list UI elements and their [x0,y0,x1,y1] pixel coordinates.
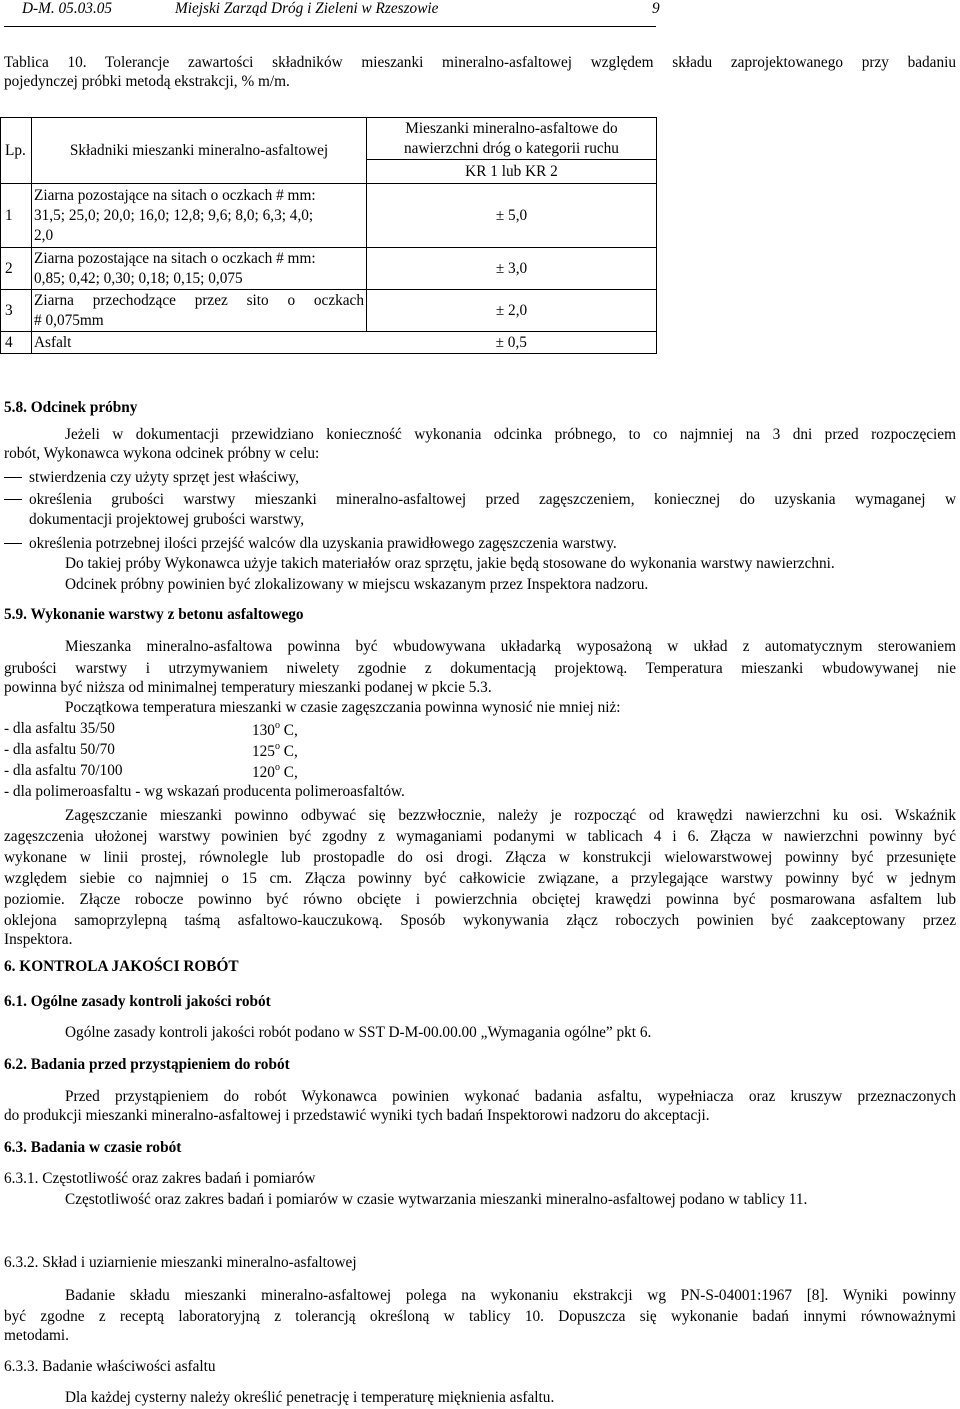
row-component-line2: 31,5; 25,0; 20,0; 16,0; 12,8; 9,6; 8,0; 6,3; 4,0; [34,206,314,224]
paragraph-line: oklejona samoprzylepną taśmą asfaltowo-kauczukową. Sposób wykonywania złącz roboczych powinien być zaakceptowany przez [4,912,956,929]
row-component-line1: Ziarna pozostające na sitach o oczkach # mm: [34,186,316,204]
temp-number: 120 [252,764,275,781]
row-lp: 4 [1,332,32,354]
table-caption-line2: pojedynczej próbki metodą ekstrakcji, % m/m. [4,73,290,90]
section-heading: 6.2. Badania przed przystąpieniem do robót [4,1056,290,1073]
header-values-line1: Mieszanki mineralno-asfaltowe do [405,119,618,137]
section-heading: 5.9. Wykonanie warstwy z betonu asfaltowego [4,606,304,623]
temp-suffix: C, [279,743,298,760]
temp-value [252,762,298,782]
page-number: 9 [652,0,660,17]
temp-number: 125 [252,743,275,760]
paragraph-line: Ogólne zasady kontroli jakości robót podano w SST D-M-00.00.00 „Wymagania ogólne” pkt 6. [65,1024,652,1041]
paragraph-line: zagęszczenia ułożonej warstwy powinien być zgodny z wymaganiami podanymi w tablicach 4 i 6. Złącza w nawierzchni powinny być [4,828,956,845]
table-header-row [1,118,657,160]
paragraph-line: robót, Wykonawca wykona odcinek próbny w celu: [4,445,320,462]
row-value: ± 5,0 [367,184,657,248]
row-lp: 1 [1,184,32,248]
header-component: Składniki mieszanki mineralno-asfaltowej [32,118,367,184]
paragraph-line: Przed przystąpieniem do robót Wykonawca powinien wykonać badania asfaltu, wypełniacza oraz kruszyw przeznaczonych [65,1088,956,1105]
temp-number: 130 [252,722,275,739]
row-component [32,248,367,290]
degree-mark: o [274,720,280,731]
row-component-line2: # 0,075mm [34,311,104,329]
temp-label: - dla asfaltu 70/100 [4,762,123,779]
row-component-line1: Ziarna przechodzące przez sito o oczkach [34,291,364,309]
temp-suffix: C, [279,764,298,781]
table-caption-line1: Tablica 10. Tolerancje zawartości składników mieszanki mineralno-asfaltowej względem składu zaprojektowanego przy badaniu [4,54,956,71]
paragraph-line: Mieszanka mineralno-asfaltowa powinna być wbudowywana układarką wyposażoną w układ z automatycznym sterowaniem [65,638,956,655]
list-item-text: stwierdzenia czy użyty sprzęt jest właściwy, [29,469,300,486]
temp-label: - dla asfaltu 50/70 [4,741,115,758]
table-row [1,332,657,354]
table-row [1,248,657,290]
section-heading: 6.3. Badania w czasie robót [4,1139,182,1156]
section-heading: 5.8. Odcinek próbny [4,399,138,416]
paragraph-line: metodami. [4,1327,69,1344]
row-component-line1: Ziarna pozostające na sitach o oczkach # mm: [34,249,316,267]
row-component: Asfalt [32,332,367,354]
table-row [1,184,657,248]
degree-mark: o [274,741,280,752]
subsection-heading: 6.3.3. Badanie właściwości asfaltu [4,1358,216,1375]
paragraph-line: wykonane w linii prostej, równolegle lub prostopadle do osi drogi. Złącza w konstrukcji wielowarstwowej powinny być przesunięte [4,849,956,866]
header-values [367,118,657,160]
list-item [0,467,960,488]
paragraph-line: Zagęszczanie mieszanki powinno odbywać się bezzwłocznie, należy je rozpocząć od krawędzi nawierzchni ku osi. Wskaźnik [65,807,956,824]
paragraph-line: poziomie. Złącze robocze powinno być równo obcięte i powierzchnia obciętej krawędzi powinna być posmarowana asfaltem lub [4,891,956,908]
chapter-heading: 6. KONTROLA JAKOŚCI ROBÓT [4,958,239,975]
dash-marker [4,543,22,544]
header-lp: Lp. [1,118,32,184]
paragraph-line: Badanie składu mieszanki mineralno-asfaltowej polega na wykonaniu ekstrakcji wg PN-S-04001:1967 [8]. Wyniki powinny [65,1287,956,1304]
paragraph-line: Do takiej próby Wykonawca użyje takich materiałów oraz sprzętu, jakie będą stosowane do wykonania warstwy nawierzchni. [65,555,835,572]
paragraph-line: względem siebie co najmniej o 15 cm. Złącza powinny być całkowicie związane, a przylegające warstwy powinny być w jednym [4,870,956,887]
header-values-line2: nawierzchni dróg o kategorii ruchu [404,139,619,157]
subsection-heading: 6.3.1. Częstotliwość oraz zakres badań i pomiarów [4,1170,316,1187]
document-code: D-M. 05.03.05 [22,0,113,17]
row-component-line2: 0,85; 0,42; 0,30; 0,18; 0,15; 0,075 [34,269,243,287]
row-value: ± 3,0 [367,248,657,290]
paragraph-line: Częstotliwość oraz zakres badań i pomiarów w czasie wytwarzania mieszanki mineralno-asfaltowej podano w tablicy 11. [65,1191,808,1208]
list-item-text: określenia grubości warstwy mieszanki mineralno-asfaltowej przed zagęszczeniem, koniecznej do uzyskania wymaganej w [29,491,956,508]
subsection-heading: 6.3.2. Skład i uziarnienie mieszanki mineralno-asfaltowej [4,1254,357,1271]
paragraph-line: Odcinek próbny powinien być zlokalizowany w miejscu wskazanym przez Inspektora nadzoru. [65,576,649,593]
list-item [0,489,960,531]
row-component [32,184,367,248]
paragraph-line: Jeżeli w dokumentacji przewidziano konieczność wykonania odcinka próbnego, to co najmniej na 3 dni przed rozpoczęciem [65,426,956,443]
temp-label: - dla asfaltu 35/50 [4,720,115,737]
tolerance-table [0,117,657,354]
table-row [1,290,657,332]
section-heading: 6.1. Ogólne zasady kontroli jakości robót [4,993,271,1010]
row-value: ± 0,5 [367,332,657,354]
paragraph-line: Dla każdej cysterny należy określić penetrację i temperaturę mięknienia asfaltu. [65,1389,555,1406]
polymer-line: - dla polimeroasfaltu - wg wskazań producenta polimeroasfaltów. [4,783,405,800]
organization-name: Miejski Zarząd Dróg i Zieleni w Rzeszowie [175,0,439,17]
row-lp: 3 [1,290,32,332]
header-category: KR 1 lub KR 2 [367,160,657,184]
paragraph-line: do produkcji mieszanki mineralno-asfaltowej i przedstawić wyniki tych badań Inspektorowi nadzoru do akceptacji. [4,1107,710,1124]
list-item-text: dokumentacji projektowej grubości warstwy, [29,511,305,528]
dash-marker [4,477,22,478]
row-component-line3: 2,0 [34,226,54,244]
temp-value [252,720,298,740]
header-rule [4,26,656,27]
temp-value [252,741,298,761]
paragraph-line: powinna być niższa od minimalnej temperatury mieszanki podanej w pkcie 5.3. [4,679,492,696]
temp-suffix: C, [279,722,298,739]
paragraph-line: być zgodne z receptą laboratoryjną z tolerancją określoną w tablicy 10. Dopuszcza się wykonanie badań innymi równoważnymi [4,1308,956,1325]
row-component [32,290,367,332]
degree-mark: o [274,762,280,773]
paragraph-line: Inspektora. [4,931,73,948]
list-item [0,533,960,554]
dash-marker [4,499,22,500]
row-value: ± 2,0 [367,290,657,332]
paragraph-line: grubości warstwy i utrzymywaniem niwelety zgodnie z dokumentacją projektową. Temperatura mieszanki wbudowywanej nie [4,660,956,677]
row-lp: 2 [1,248,32,290]
paragraph-line: Początkowa temperatura mieszanki w czasie zagęszczania powinna wynosić nie mniej niż: [65,699,621,716]
list-item-text: określenia potrzebnej ilości przejść walców dla uzyskania prawidłowego zagęszczenia warstwy. [29,535,617,552]
